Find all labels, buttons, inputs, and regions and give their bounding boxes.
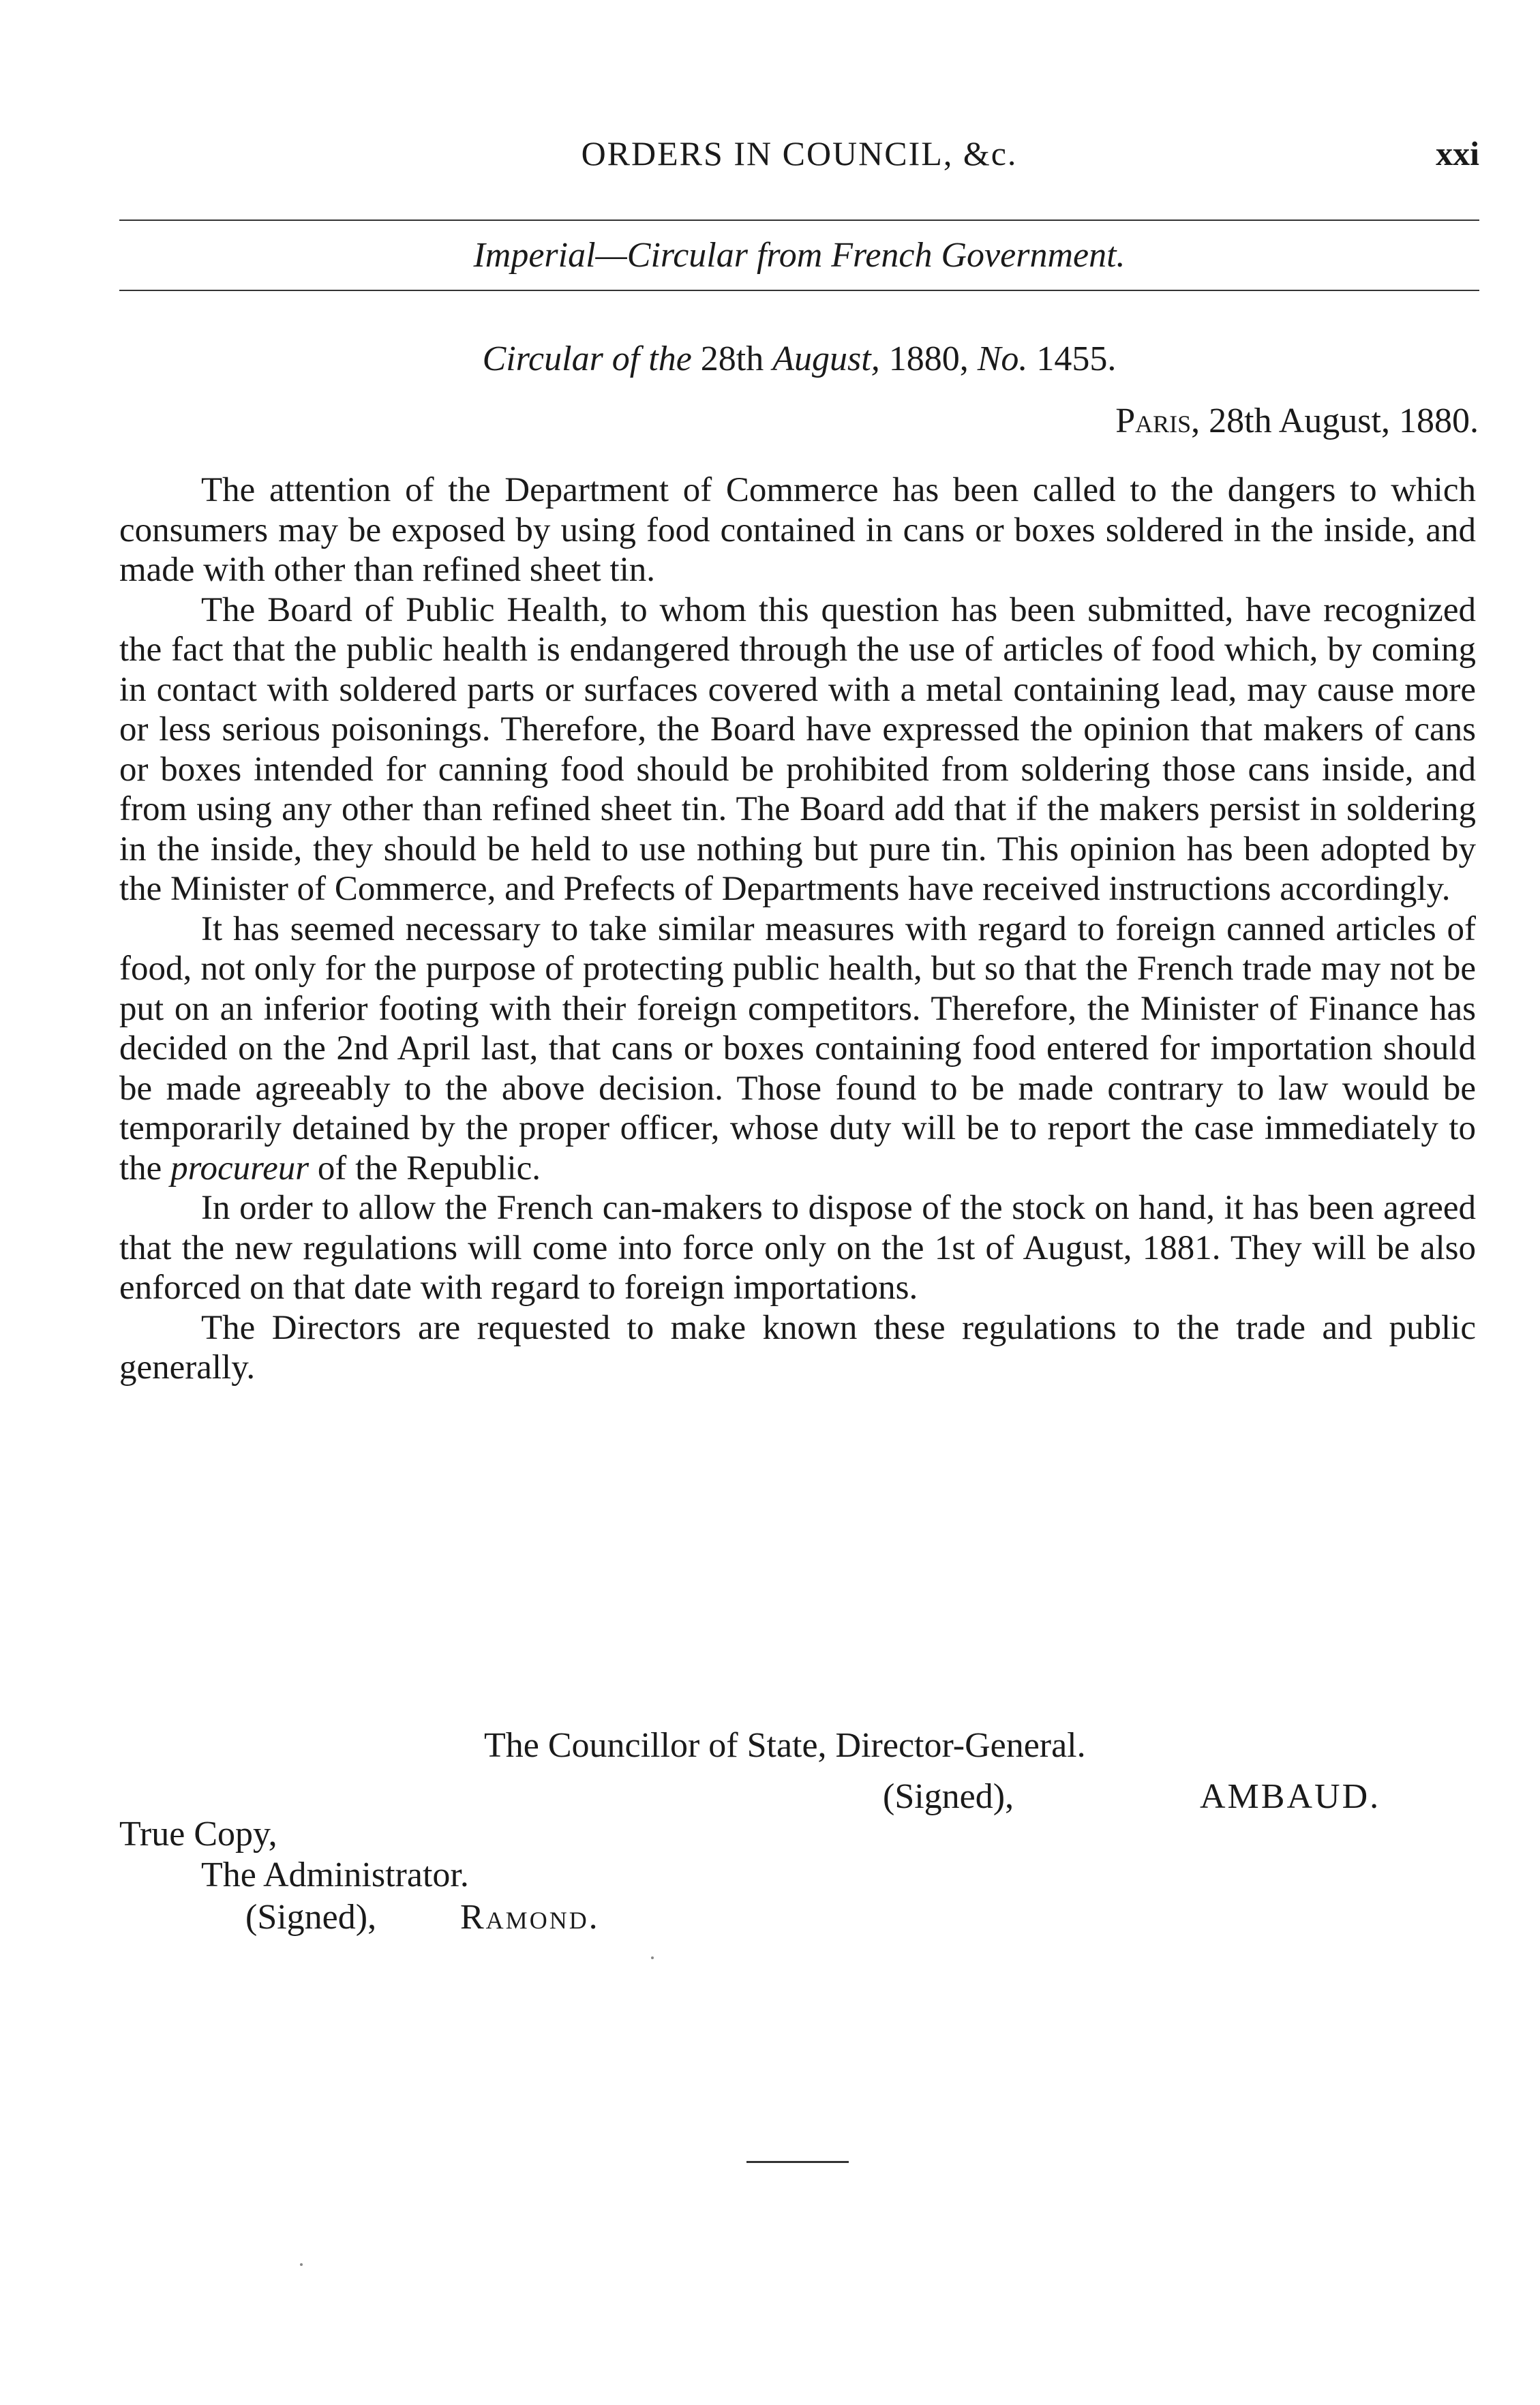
- dateline-place: Paris,: [1115, 402, 1201, 440]
- circular-body: [119, 470, 1476, 1388]
- header-rule-bottom: [119, 290, 1479, 291]
- signer-name-ambaud: AMBAUD.: [1200, 1777, 1381, 1816]
- paragraph-3-text: It has seemed necessary to take similar measures with regard to foreign canned articles of food, not only for the purpose of protecting public health, but so that the French trade may not be put on an inferior footing with their foreign competitors. Therefore, the Minister of Finance has decided on the 2nd April last, that cans or boxes containing food entered for importation should be made agreeably to the above decision. Those found to be made contrary to law would be temporarily detained by the proper officer, whose duty will be to report the case immediately to the: [119, 909, 1476, 1188]
- paragraph-5: The Directors are requested to make known these regulations to the trade and public generally.: [119, 1308, 1476, 1387]
- true-copy-label: True Copy,: [119, 1815, 277, 1854]
- circular-day: 28th: [700, 339, 764, 378]
- signer-name-ramond: Ramond.: [460, 1898, 600, 1937]
- circular-month: August,: [772, 339, 880, 378]
- print-speck: [300, 2263, 303, 2266]
- administrator-title: The Administrator.: [201, 1856, 469, 1894]
- signed-label-right: (Signed),: [883, 1777, 1014, 1816]
- paragraph-1: The attention of the Department of Commerce has been called to the dangers to which consumers may be exposed by using food contained in cans or boxes soldered in the inside, and made with other than refined sheet tin.: [119, 471, 1476, 589]
- header-rule-top: [119, 220, 1479, 221]
- print-speck: [651, 1956, 654, 1959]
- circular-year: 1880,: [888, 339, 969, 378]
- page-number: xxi: [1436, 134, 1479, 172]
- signed-label-left: (Signed),: [245, 1898, 377, 1937]
- circular-title: [119, 335, 1479, 383]
- signature-block: [119, 1725, 1479, 1956]
- end-rule: [746, 2161, 849, 2163]
- paragraph-3-end: of the Republic.: [317, 1149, 541, 1188]
- circular-prefix: Circular of the: [482, 339, 692, 378]
- paragraph-3: [119, 909, 1476, 1189]
- dateline-date: 28th August, 1880.: [1209, 402, 1479, 440]
- circular-number: 1455.: [1036, 339, 1117, 378]
- running-title: ORDERS IN COUNCIL, &c.: [581, 134, 1018, 172]
- running-head: [119, 130, 1479, 177]
- procureur-term: procureur: [170, 1149, 309, 1188]
- councillor-title: The Councillor of State, Director-General.: [484, 1726, 1086, 1765]
- section-heading: Imperial—Circular from French Government.: [473, 236, 1126, 275]
- circular-no-label: No.: [977, 339, 1028, 378]
- paragraph-2: The Board of Public Health, to whom this question has been submitted, have recognized the fact that the public health is endangered through the use of articles of food which, by coming in contact with soldered parts or surfaces covered with a metal containing lead, may cause more or less serious poisonings. Therefore, the Board have expressed the opinion that makers of cans or boxes intended for canning food should be prohibited from soldering those cans inside, and from using any other than refined sheet tin. The Board add that if the makers persist in soldering in the inside, they should be held to use nothing but pure tin. This opinion has been adopted by the Minister of Commerce, and Prefects of Departments have received instructions accordingly.: [119, 590, 1476, 908]
- paragraph-4: In order to allow the French can-makers to dispose of the stock on hand, it has been agreed that the new regulations will come into force only on the 1st of August, 1881. They will be also enforced on that date with regard to foreign importations.: [119, 1189, 1476, 1307]
- dateline: [1115, 397, 1479, 445]
